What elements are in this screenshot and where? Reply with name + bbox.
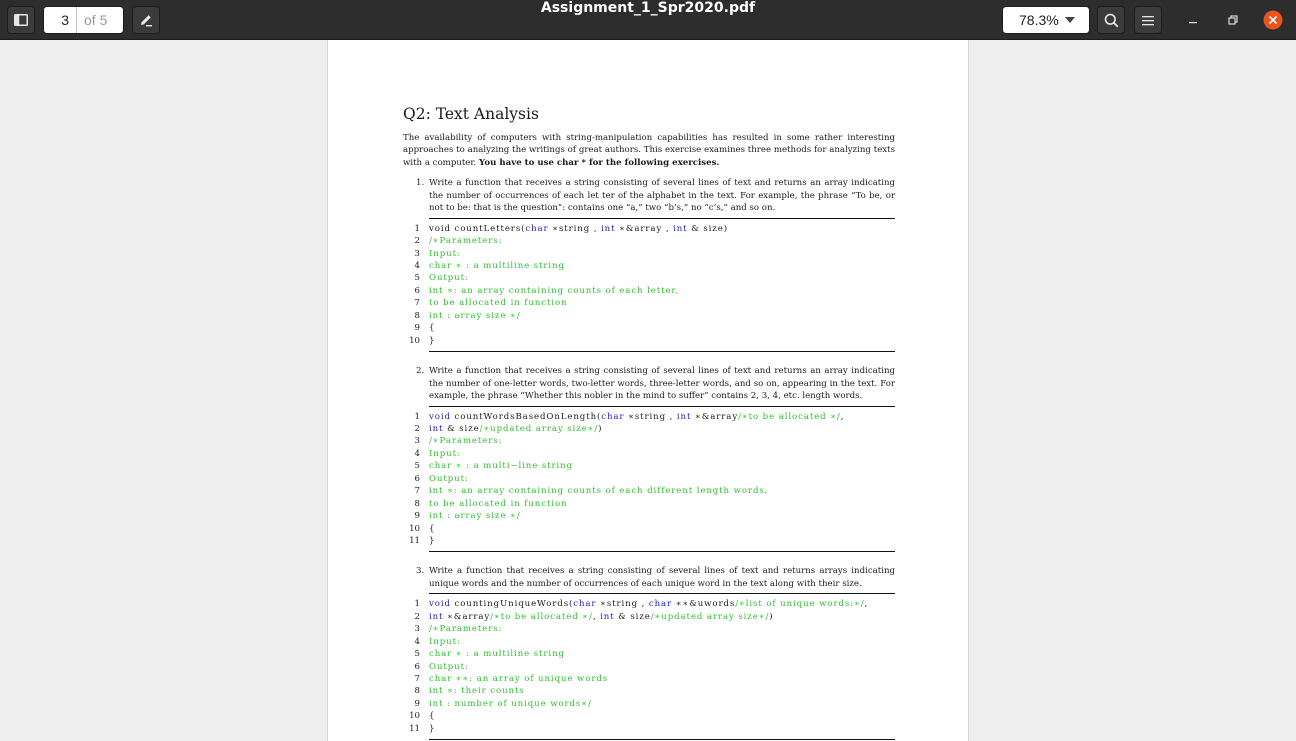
code-text: /∗Parameters: (429, 436, 503, 447)
code-line (403, 498, 895, 510)
restore-icon (1228, 15, 1238, 25)
code-listing (403, 598, 895, 739)
code-line (403, 661, 895, 673)
code-line (403, 510, 895, 522)
code-bottom-rule (429, 739, 895, 740)
search-button[interactable] (1097, 6, 1125, 34)
line-number: 2 (414, 236, 420, 247)
code-text: /∗Parameters: (429, 624, 503, 635)
code-line (403, 636, 895, 648)
code-text: void countLetters(char ∗string , int ∗&array , int & size) (429, 223, 728, 234)
line-number: 6 (414, 661, 420, 672)
line-number: 1 (414, 599, 420, 610)
code-text: int ∗: an array containing counts of each letter, (429, 285, 680, 296)
code-line (403, 297, 895, 309)
code-line (403, 448, 895, 460)
close-icon (1263, 10, 1283, 30)
code-line (403, 723, 895, 735)
code-line (403, 260, 895, 272)
code-line (403, 535, 895, 547)
code-line (403, 598, 895, 610)
code-line (403, 698, 895, 710)
line-number: 7 (414, 674, 420, 685)
code-line (403, 310, 895, 322)
close-button[interactable] (1263, 10, 1283, 30)
code-text: int : array size ∗/ (429, 310, 521, 321)
line-number: 3 (414, 436, 420, 447)
code-text: { (429, 523, 436, 534)
hamburger-menu-icon (1142, 15, 1154, 26)
line-number: 1 (414, 223, 420, 234)
line-number: 1 (414, 411, 420, 422)
exercise-description: Write a function that receives a string consisting of several lines of text and returns an array indicating the number of occurrences of each let ter of the alphabet in the text. For example, the phrase “To be, or not to be: that is the question”: contains one “a,” two “b’s,” no “c’s,” and so on. (429, 178, 895, 214)
maximize-button[interactable] (1223, 10, 1243, 30)
exercise-text (403, 365, 895, 403)
code-listing (403, 411, 895, 552)
line-number: 7 (414, 298, 420, 309)
exercise-description: Write a function that receives a string consisting of several lines of text and returns arrays indicating unique words and the number of occurrences of each unique word in the text along with their size. (429, 566, 895, 589)
code-line (403, 485, 895, 497)
code-line (403, 710, 895, 722)
document-content (403, 104, 895, 740)
section-heading: Q2: Text Analysis (403, 105, 539, 123)
exercise-number: 2. (416, 366, 425, 377)
code-line (403, 523, 895, 535)
line-number: 9 (414, 511, 420, 522)
code-text: void countWordsBasedOnLength(char ∗string , int ∗&array/∗to be allocated ∗/, (429, 411, 845, 422)
line-number: 11 (409, 723, 420, 734)
minimize-icon (1188, 15, 1198, 25)
code-line (403, 235, 895, 247)
chevron-down-icon (1065, 17, 1075, 23)
line-number: 6 (414, 473, 420, 484)
code-text: { (429, 711, 436, 722)
code-text: int : number of unique words∗/ (429, 698, 592, 709)
exercise-item (403, 365, 895, 565)
code-top-rule (429, 218, 895, 219)
code-text: int ∗: their counts (429, 686, 525, 697)
code-text: int ∗&array/∗to be allocated ∗/, int & size/∗updated array size∗/) (429, 611, 774, 622)
exercise-number: 3. (416, 566, 425, 577)
code-top-rule (429, 593, 895, 594)
line-number: 8 (414, 310, 420, 321)
code-text: Output: (429, 661, 469, 672)
line-number: 7 (414, 486, 420, 497)
intro-emphasis: You have to use char * for the following exercises. (479, 157, 720, 168)
line-number: 4 (414, 261, 420, 272)
line-number: 9 (414, 323, 420, 334)
code-text: /∗Parameters: (429, 236, 503, 247)
window-title: Assignment_1_Spr2020.pdf (540, 0, 756, 16)
line-number: 4 (414, 448, 420, 459)
code-text: int : array size ∗/ (429, 511, 521, 522)
page-total-label: of 5 (84, 12, 108, 28)
code-line (403, 473, 895, 485)
zoom-select[interactable] (1002, 6, 1090, 34)
code-text: Input: (429, 636, 461, 647)
line-number: 6 (414, 285, 420, 296)
line-number: 2 (414, 424, 420, 435)
zoom-value: 78.3% (1019, 12, 1059, 28)
code-line (403, 673, 895, 685)
line-number: 4 (414, 636, 420, 647)
line-number: 3 (414, 624, 420, 635)
code-text: } (429, 335, 436, 346)
exercise-item (403, 565, 895, 740)
exercise-text (403, 177, 895, 215)
minimize-button[interactable] (1183, 10, 1203, 30)
code-text: char ∗ : a multiline string (429, 649, 565, 660)
code-line (403, 411, 895, 423)
code-text: char ∗∗: an array of unique words (429, 674, 609, 685)
code-text: Input: (429, 248, 461, 259)
code-listing (403, 223, 895, 351)
code-line (403, 423, 895, 435)
code-line (403, 623, 895, 635)
pdf-page (327, 40, 969, 741)
line-number: 5 (414, 273, 420, 284)
code-line (403, 285, 895, 297)
exercise-description: Write a function that receives a string consisting of several lines of text and returns an array indicating the number of one-letter words, two-letter words, three-letter words, and so on, appearing in the text. For example, the phrase “Whether this nobler in the mind to suffer” contains 2, 3, 4, etc. length words. (429, 366, 895, 402)
code-line (403, 223, 895, 235)
code-line (403, 248, 895, 260)
line-number: 8 (414, 686, 420, 697)
intro-paragraph: The availability of computers with string-manipulation capabilities has resulted in some rather interesting approaches to analyzing the writings of great authors. This exercise examines three methods for analyzing texts with a computer. You have to use char * for the following exercises. (403, 133, 895, 168)
code-text: { (429, 323, 436, 334)
menu-button[interactable] (1134, 6, 1162, 34)
code-text: char ∗ : a multi−line string (429, 461, 574, 472)
line-number: 5 (414, 649, 420, 660)
code-text: } (429, 723, 436, 734)
code-text: to be allocated in function (429, 498, 568, 509)
code-line (403, 435, 895, 447)
code-line (403, 322, 895, 334)
exercise-text (403, 565, 895, 590)
code-text: Input: (429, 448, 461, 459)
code-text: to be allocated in function (429, 298, 568, 309)
code-line (403, 272, 895, 284)
line-number: 8 (414, 498, 420, 509)
line-number: 5 (414, 461, 420, 472)
exercise-item (403, 177, 895, 365)
code-top-rule (429, 406, 895, 407)
line-number: 2 (414, 611, 420, 622)
line-number: 9 (414, 698, 420, 709)
code-line (403, 460, 895, 472)
code-text: char ∗ : a multiline string (429, 261, 565, 272)
code-line (403, 648, 895, 660)
code-text: Output: (429, 273, 469, 284)
line-number: 10 (409, 523, 420, 534)
code-text: } (429, 535, 436, 546)
code-text: int ∗: an array containing counts of each different length words, (429, 486, 769, 497)
code-line (403, 335, 895, 347)
exercise-number: 1. (416, 178, 425, 189)
header-bar (0, 0, 1296, 40)
search-icon (1104, 13, 1119, 28)
line-number: 3 (414, 248, 420, 259)
code-text: Output: (429, 473, 469, 484)
code-line (403, 685, 895, 697)
exercise-list (403, 177, 895, 740)
code-line (403, 611, 895, 623)
code-text: int & size/∗updated array size∗/) (429, 424, 603, 435)
line-number: 10 (409, 711, 420, 722)
line-number: 11 (409, 535, 420, 546)
code-text: void countingUniqueWords(char ∗string , char ∗∗&uwords/∗list of unique words:∗/, (429, 599, 869, 610)
line-number: 10 (409, 335, 420, 346)
